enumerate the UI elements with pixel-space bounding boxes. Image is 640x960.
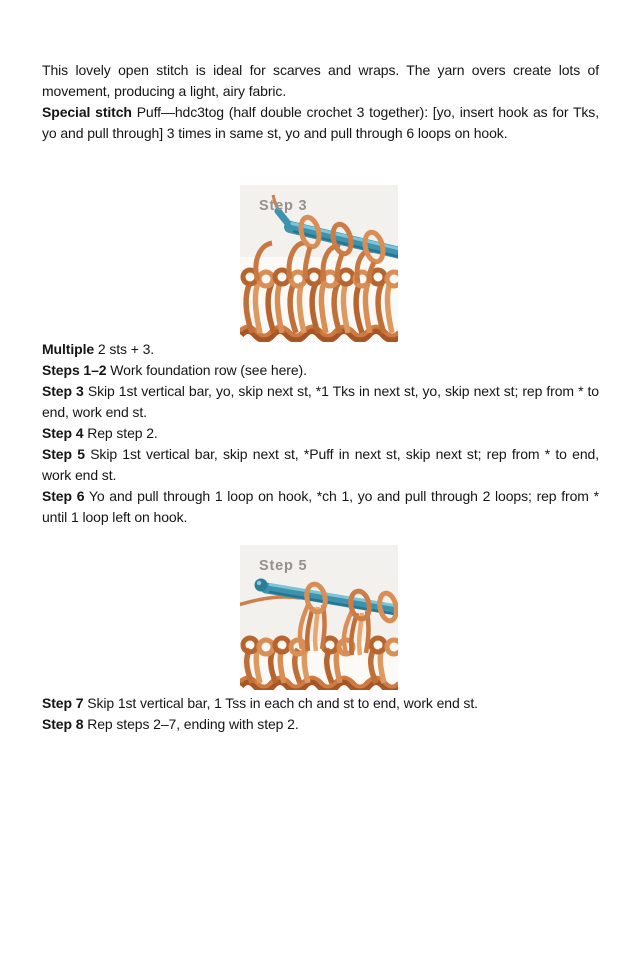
instruction-steps-1-2 [42,360,599,381]
instruction-text: Work foundation row (see here). [110,362,307,378]
instruction-label: Step 5 [42,446,85,462]
instruction-label: Step 7 [42,695,84,711]
instruction-text: Skip 1st vertical bar, skip next st, *Puff in next st, skip next st; rep from * to end, work end st. [42,446,599,483]
instruction-label: Step 3 [42,383,84,399]
instruction-step-4 [42,423,599,444]
instruction-step-7 [42,693,599,714]
instruction-text: Skip 1st vertical bar, yo, skip next st, *1 Tks in next st, yo, skip next st; rep from * to end, work end st. [42,383,599,420]
instruction-label: Step 8 [42,716,84,732]
instruction-label: Multiple [42,341,95,357]
figure-label-step-5: Step 5 [259,558,308,574]
special-stitch-text: Puff—hdc3tog (half double crochet 3 together): [yo, insert hook as for Tks, yo and pull through] 3 times in same st, yo and pull through 6 loops on hook. [42,104,599,141]
instruction-text: Yo and pull through 1 loop on hook, *ch 1, yo and pull through 2 loops; rep from * until 1 loop left on hook. [42,488,599,525]
instruction-label: Step 4 [42,425,84,441]
figure-label-step-3: Step 3 [259,198,308,214]
figure-step-5 [240,545,398,690]
instruction-label: Steps 1–2 [42,362,107,378]
intro-section [42,60,599,144]
instruction-step-6 [42,486,599,528]
special-stitch-paragraph [42,102,599,144]
intro-paragraph: This lovely open stitch is ideal for scarves and wraps. The yarn overs create lots of movement, producing a light, airy fabric. [42,62,599,99]
instruction-label: Step 6 [42,488,85,504]
instruction-text: Rep step 2. [87,425,158,441]
instruction-text: Rep steps 2–7, ending with step 2. [87,716,299,732]
instruction-text: 2 sts + 3. [97,341,155,357]
instruction-step-3 [42,381,599,423]
special-stitch-label: Special stitch [42,104,132,120]
instructions-lower-section [42,693,599,735]
instruction-multiple [42,339,599,360]
instruction-text: Skip 1st vertical bar, 1 Tss in each ch and st to end, work end st. [87,695,478,711]
instructions-upper-section [42,339,599,528]
instruction-step-8 [42,714,599,735]
figure-step-3 [240,185,398,342]
instruction-step-5 [42,444,599,486]
